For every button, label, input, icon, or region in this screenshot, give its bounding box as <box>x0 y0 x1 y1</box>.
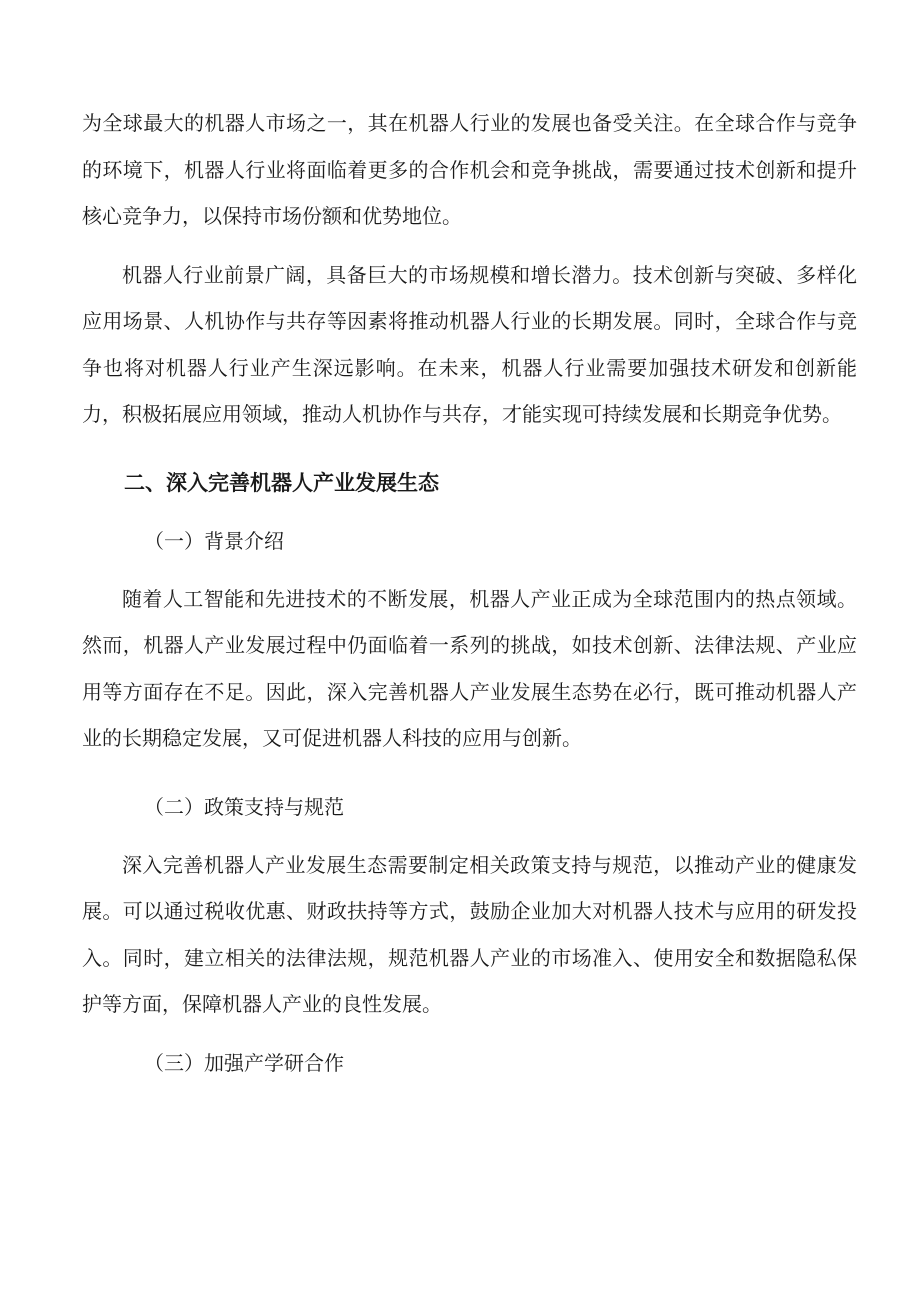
document-page <box>82 100 857 1086</box>
subsection-heading-background: （一）背景介绍 <box>144 528 284 553</box>
section-heading: 二、深入完善机器人产业发展生态 <box>124 470 439 495</box>
spacer <box>82 240 857 252</box>
spacer <box>82 830 857 842</box>
paragraph-outlook: 机器人行业前景广阔，具备巨大的市场规模和增长潜力。技术创新与突破、多样化应用场景、人机协作与共存等因素将推动机器人行业的长期发展。同时，全球合作与竞争也将对机器人行业产生深远影响。在未来，机器人行业需要加强技术研发和创新能力，积极拓展应用领域，推动人机协作与共存，才能实现可持续发展和长期竞争优势。 <box>82 262 857 426</box>
paragraph-background: 随着人工智能和先进技术的不断发展，机器人产业正成为全球范围内的热点领域。然而，机器人产业发展过程中仍面临着一系列的挑战，如技术创新、法律法规、产业应用等方面存在不足。因此，深入完善机器人产业发展生态势在必行，既可推动机器人产业的长期稳定发展，又可促进机器人科技的应用与创新。 <box>82 586 857 750</box>
subsection-heading-cooperation: （三）加强产学研合作 <box>144 1050 344 1075</box>
spacer <box>82 438 857 460</box>
spacer <box>82 1028 857 1040</box>
spacer <box>82 506 857 518</box>
subsection-heading-policy: （二）政策支持与规范 <box>144 794 344 819</box>
spacer <box>82 564 857 576</box>
paragraph-continued: 为全球最大的机器人市场之一，其在机器人行业的发展也备受关注。在全球合作与竞争的环境下，机器人行业将面临着更多的合作机会和竞争挑战，需要通过技术创新和提升核心竞争力，以保持市场份额和优势地位。 <box>82 111 857 228</box>
paragraph-policy: 深入完善机器人产业发展生态需要制定相关政策支持与规范，以推动产业的健康发展。可以通过税收优惠、财政扶持等方式，鼓励企业加大对机器人技术与应用的研发投入。同时，建立相关的法律法规，规范机器人产业的市场准入、使用安全和数据隐私保护等方面，保障机器人产业的良性发展。 <box>82 852 857 1016</box>
spacer <box>82 762 857 784</box>
